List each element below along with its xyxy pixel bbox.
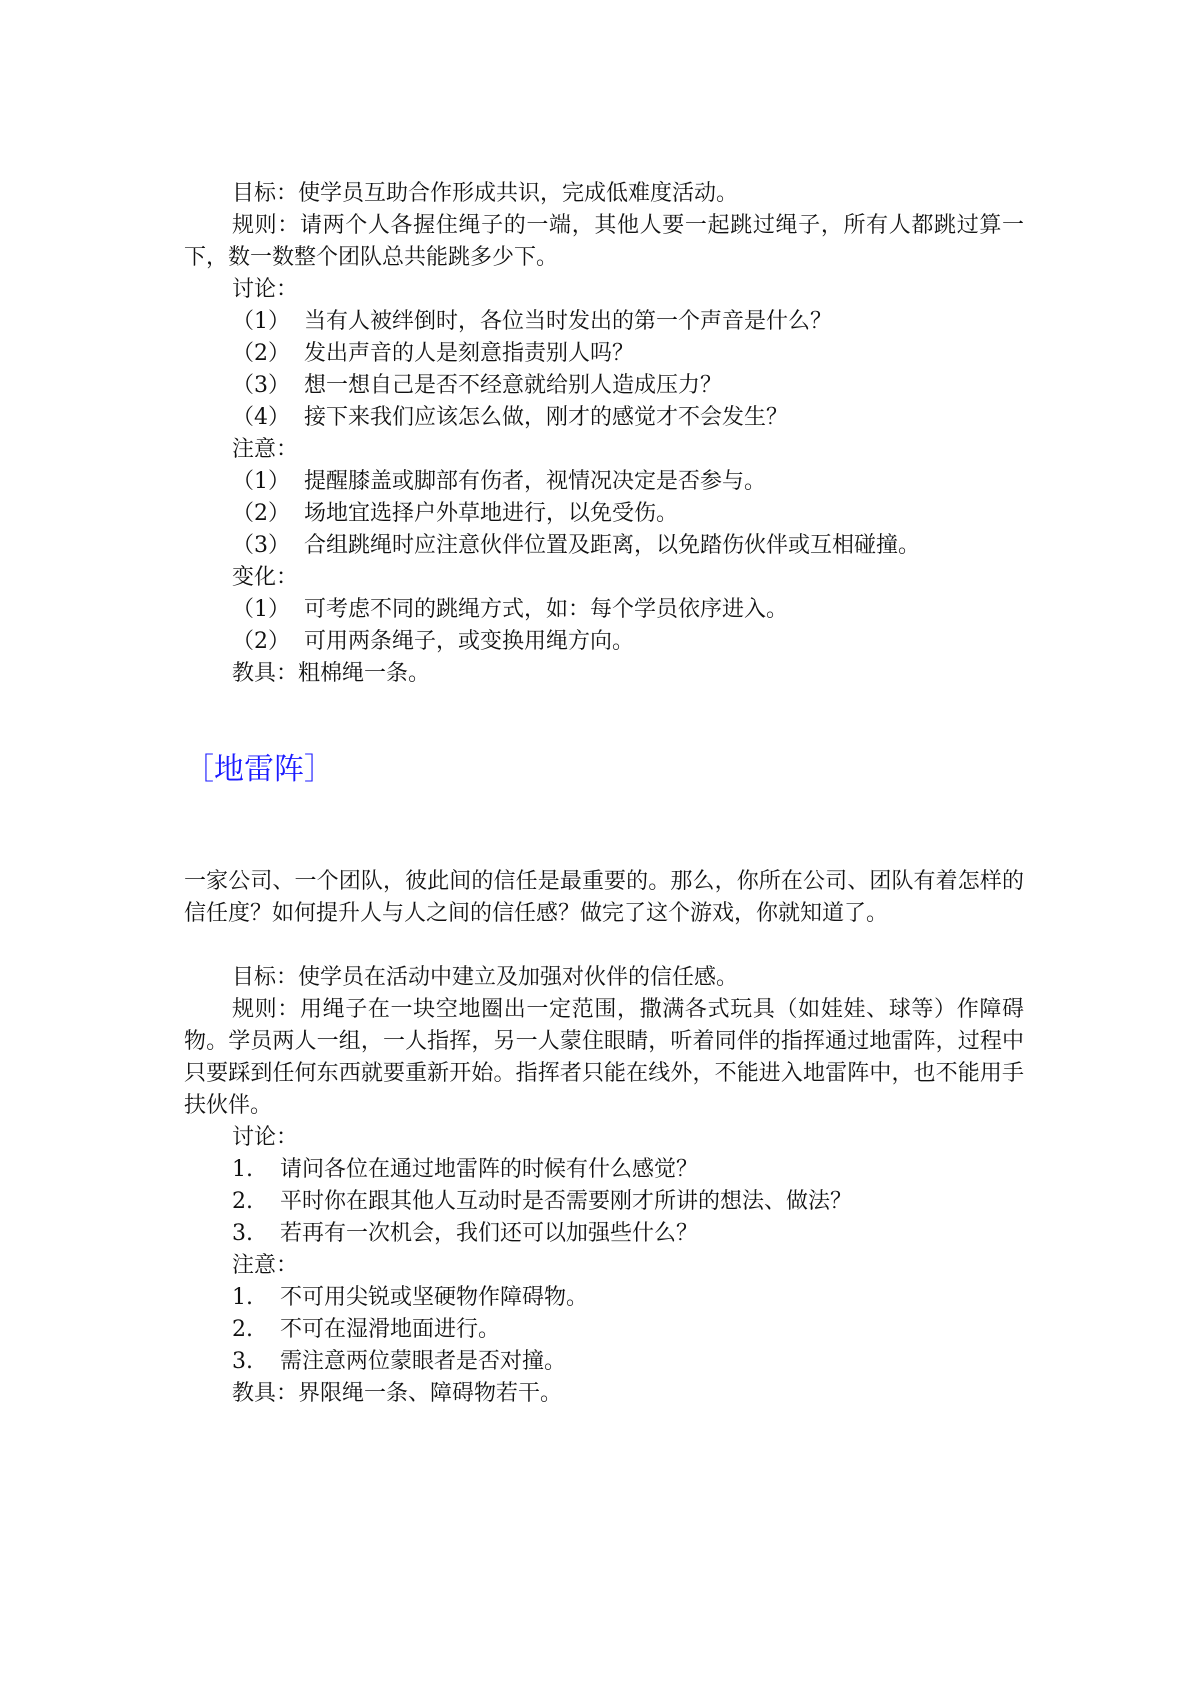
item-number: （3） bbox=[232, 533, 290, 558]
item-text: 场地宜选择户外草地进行，以免受伤。 bbox=[304, 501, 679, 526]
item-text: 可用两条绳子，或变换用绳方向。 bbox=[304, 629, 635, 654]
s2-discussion-label: 讨论： bbox=[232, 1125, 299, 1150]
s2-discussion-item bbox=[184, 1186, 1024, 1218]
item-number: （4） bbox=[232, 405, 290, 430]
item-text: 提醒膝盖或脚部有伤者，视情况决定是否参与。 bbox=[304, 469, 767, 494]
s2-goal: 目标：使学员在活动中建立及加强对伙伴的信任感。 bbox=[232, 965, 739, 990]
item-text: 不可用尖锐或坚硬物作障碍物。 bbox=[280, 1285, 589, 1310]
item-text: 发出声音的人是刻意指责别人吗？ bbox=[304, 341, 635, 366]
item-number: （3） bbox=[232, 373, 290, 398]
item-number: 1. bbox=[232, 1285, 253, 1310]
item-number: 1. bbox=[232, 1157, 253, 1182]
item-text: 若再有一次机会，我们还可以加强些什么？ bbox=[280, 1221, 699, 1246]
item-number: 2. bbox=[232, 1317, 253, 1342]
s2-intro: 一家公司、一个团队，彼此间的信任是最重要的。那么，你所在公司、团队有着怎样的信任度？如何提升人与人之间的信任感？做完了这个游戏，你就知道了。 bbox=[184, 869, 1024, 926]
item-number: （2） bbox=[232, 501, 290, 526]
item-text: 可考虑不同的跳绳方式，如：每个学员依序进入。 bbox=[304, 597, 789, 622]
item-text: 请问各位在通过地雷阵的时候有什么感觉？ bbox=[280, 1157, 699, 1182]
item-text: 不可在湿滑地面进行。 bbox=[280, 1317, 501, 1342]
s2-rules: 规则：用绳子在一块空地圈出一定范围，撒满各式玩具（如娃娃、球等）作障碍物。学员两人一组，一人指挥，另一人蒙住眼睛，听着同伴的指挥通过地雷阵，过程中只要踩到任何东西就要重新开始。指挥者只能在线外，不能进入地雷阵中，也不能用手扶伙伴。 bbox=[184, 997, 1024, 1118]
s2-discussion-item bbox=[184, 1218, 1024, 1250]
item-number: （1） bbox=[232, 469, 290, 494]
s1-discussion-item bbox=[184, 306, 1024, 338]
s2-note-item bbox=[184, 1314, 1024, 1346]
item-number: （1） bbox=[232, 309, 290, 334]
document-content bbox=[184, 178, 1024, 1410]
s1-variations-label: 变化： bbox=[232, 565, 299, 590]
s1-variation-item bbox=[184, 594, 1024, 626]
item-number: 3. bbox=[232, 1221, 253, 1246]
s1-discussion-item bbox=[184, 402, 1024, 434]
paragraph-spacer bbox=[184, 930, 1024, 962]
s2-note-item bbox=[184, 1346, 1024, 1378]
item-number: 3. bbox=[232, 1349, 253, 1374]
s2-discussion-item bbox=[184, 1154, 1024, 1186]
s1-discussion-item bbox=[184, 370, 1024, 402]
item-number: 2. bbox=[232, 1189, 253, 1214]
item-text: 需注意两位蒙眼者是否对撞。 bbox=[280, 1349, 567, 1374]
item-text: 平时你在跟其他人互动时是否需要刚才所讲的想法、做法？ bbox=[280, 1189, 853, 1214]
item-number: （2） bbox=[232, 629, 290, 654]
s2-tools: 教具：界限绳一条、障碍物若干。 bbox=[232, 1381, 563, 1406]
item-number: （1） bbox=[232, 597, 290, 622]
s1-variation-item bbox=[184, 626, 1024, 658]
s1-note-item bbox=[184, 530, 1024, 562]
s2-notes-label: 注意： bbox=[232, 1253, 299, 1278]
item-text: 接下来我们应该怎么做，刚才的感觉才不会发生？ bbox=[304, 405, 789, 430]
item-number: （2） bbox=[232, 341, 290, 366]
s1-goal: 目标：使学员互助合作形成共识，完成低难度活动。 bbox=[232, 181, 739, 206]
s1-discussion-item bbox=[184, 338, 1024, 370]
item-text: 想一想自己是否不经意就给别人造成压力？ bbox=[304, 373, 723, 398]
s1-notes-label: 注意： bbox=[232, 437, 299, 462]
s2-note-item bbox=[184, 1282, 1024, 1314]
s1-discussion-label: 讨论： bbox=[232, 277, 299, 302]
s1-rules: 规则：请两个人各握住绳子的一端，其他人要一起跳过绳子，所有人都跳过算一下，数一数整个团队总共能跳多少下。 bbox=[184, 213, 1024, 270]
s1-note-item bbox=[184, 466, 1024, 498]
section-title: ［地雷阵］ bbox=[184, 752, 334, 787]
item-text: 当有人被绊倒时，各位当时发出的第一个声音是什么？ bbox=[304, 309, 833, 334]
item-text: 合组跳绳时应注意伙伴位置及距离，以免踏伤伙伴或互相碰撞。 bbox=[304, 533, 921, 558]
s1-tools: 教具：粗棉绳一条。 bbox=[232, 661, 431, 686]
s1-note-item bbox=[184, 498, 1024, 530]
